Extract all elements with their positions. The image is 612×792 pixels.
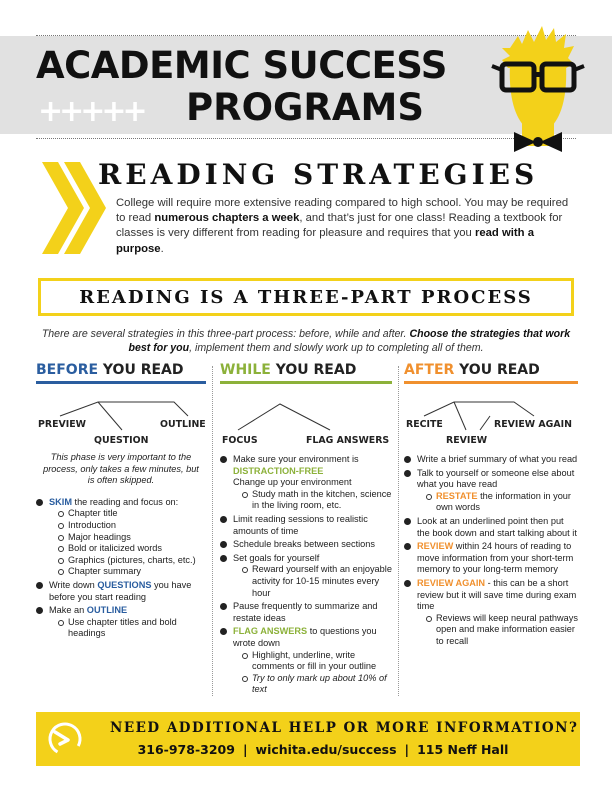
tree-node-recite: RECITE: [406, 419, 443, 430]
list-item-continuation: Change up your environment: [233, 477, 352, 488]
before-rule: [36, 381, 206, 384]
column-divider: [212, 366, 213, 696]
sub-item: Use chapter titles and bold headings: [58, 617, 206, 640]
footer-banner: [36, 712, 580, 766]
list-item: REVIEW AGAIN - this can be a short review but it will save time during exam time: [404, 578, 578, 613]
sub-item: Chapter title: [58, 508, 206, 520]
before-column: [36, 362, 206, 640]
after-tree: [404, 386, 578, 446]
tree-node-preview: PREVIEW: [38, 419, 86, 430]
tree-node-focus: FOCUS: [222, 435, 258, 446]
list-item: Schedule breaks between sections: [220, 539, 392, 551]
while-tree: [220, 386, 392, 446]
sub-item: Reward yourself with an enjoyable activity for 10-15 minutes every hour: [242, 564, 392, 599]
sub-item: Highlight, underline, write comments or fill in your outline: [242, 650, 392, 673]
after-rule: [404, 381, 578, 384]
reading-intro: College will require more extensive reading compared to high school. You may be required to read numerous chapters a week, and that’s just for one class! Reading a textbook for classes is very different from reading for pleasure and requires that you read with a purpose.: [116, 197, 569, 255]
footer-url[interactable]: wichita.edu/success: [255, 742, 397, 757]
before-tree: [36, 386, 206, 446]
process-intro: There are several strategies in this three-part process: before, while and after. Choose the strategies that work best for you, implement them and slowly work up to completing all of them.: [41, 328, 571, 354]
list-item: Pause frequently to summarize and restate ideas: [220, 601, 392, 624]
after-heading: AFTER YOU READ: [404, 362, 540, 378]
list-item: Look at an underlined point then put the book down and start talking about it: [404, 516, 578, 539]
footer-location: 115 Neff Hall: [417, 742, 509, 757]
footer-heading: NEED ADDITIONAL HELP OR MORE INFORMATION?: [110, 720, 579, 736]
list-item: Limit reading sessions to realistic amounts of time: [220, 514, 392, 537]
sub-item: Major headings: [58, 532, 206, 544]
tree-node-review: REVIEW: [446, 435, 488, 446]
footer-contact: 316-978-3209 | wichita.edu/success | 115 Neff Hall: [137, 742, 509, 757]
tree-node-flag-answers: FLAG ANSWERS: [306, 435, 390, 446]
tree-node-review-again: REVIEW AGAIN: [494, 419, 572, 430]
title-line-2: PROGRAMS: [186, 86, 425, 129]
sub-item: Introduction: [58, 520, 206, 532]
list-item: SKIM the reading and focus on:: [36, 497, 206, 509]
while-heading: WHILE YOU READ: [220, 362, 357, 378]
before-heading: BEFORE YOU READ: [36, 362, 184, 378]
list-item: Set goals for yourself: [220, 553, 392, 565]
list-item: Talk to yourself or someone else about what you have read: [404, 468, 578, 491]
tree-node-question: QUESTION: [94, 435, 149, 446]
list-item: Make sure your environment is DISTRACTION-FREE: [220, 454, 392, 477]
sub-item: Graphics (pictures, charts, etc.): [58, 555, 206, 567]
list-item: Make an OUTLINE: [36, 605, 206, 617]
sub-item: Reviews will keep neural pathways open and make information easier to recall: [426, 613, 578, 648]
list-item: Write a brief summary of what you read: [404, 454, 578, 466]
sub-item: Chapter summary: [58, 566, 206, 578]
process-title: READING IS A THREE-PART PROCESS: [79, 286, 533, 308]
before-note: This phase is very important to the process, only takes a few minutes, but is often skipped.: [43, 452, 199, 486]
title-line-1: ACADEMIC SUCCESS: [36, 44, 447, 87]
plus-marks: +++++: [38, 94, 144, 129]
while-rule: [220, 381, 392, 384]
bespectacled-mascot-icon: [488, 18, 588, 158]
list-item: Write down QUESTIONS you have before you start reading: [36, 580, 206, 603]
footer-phone[interactable]: 316-978-3209: [137, 742, 235, 757]
sub-item: Study math in the kitchen, science in the living room, etc.: [242, 489, 392, 512]
after-column: [404, 362, 578, 648]
list-item: FLAG ANSWERS to questions you wrote down: [220, 626, 392, 649]
tree-node-outline: OUTLINE: [160, 419, 206, 430]
tree-lines: [404, 386, 578, 446]
sub-item: Bold or italicized words: [58, 543, 206, 555]
list-item: REVIEW within 24 hours of reading to move information from your short-term memory to your long-term memory: [404, 541, 578, 576]
process-title-box: [38, 278, 574, 316]
reading-strategies-title: READING STRATEGIES: [98, 158, 539, 191]
sub-item: RESTATE the information in your own words: [426, 491, 578, 514]
sub-item: Try to only mark up about 10% of text: [242, 673, 392, 696]
column-divider: [398, 366, 399, 696]
while-column: [220, 362, 392, 696]
